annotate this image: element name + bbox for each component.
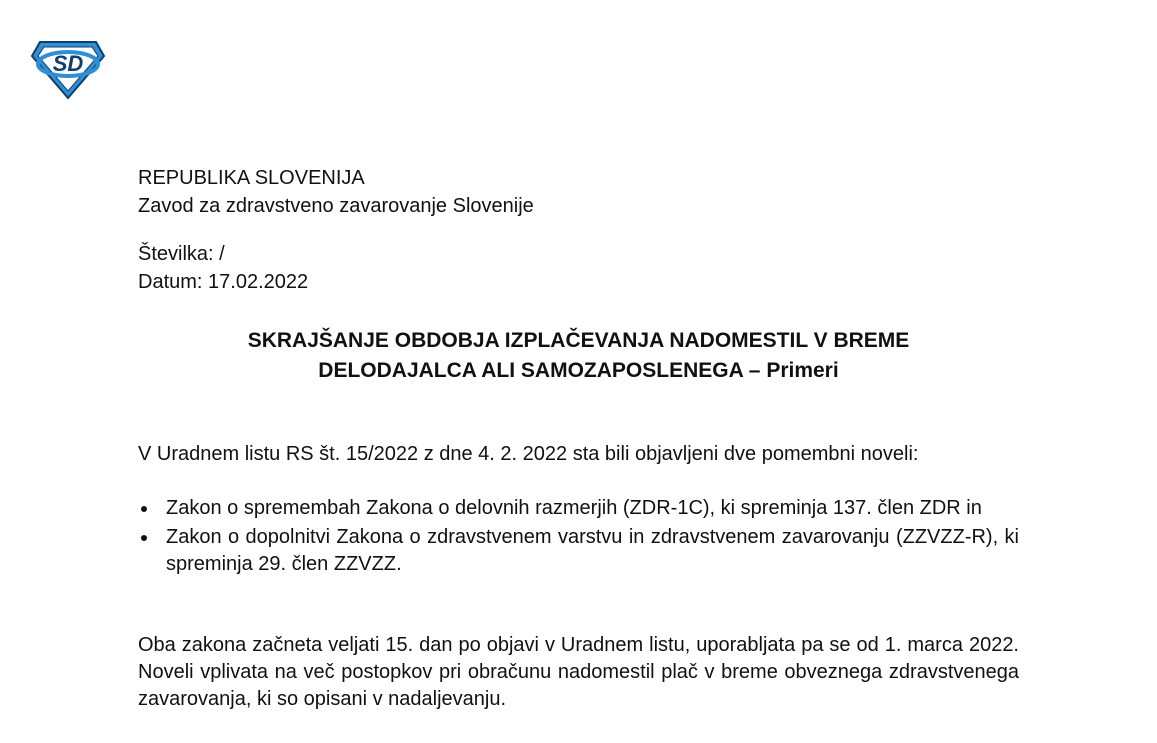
institute-line: Zavod za zdravstveno zavarovanje Slovenije bbox=[138, 195, 534, 217]
republic-line: REPUBLIKA SLOVENIJA bbox=[138, 167, 365, 189]
list-item-text: Zakon o dopolnitvi Zakona o zdravstvenem varstvu in zdravstvenem zavarovanju (ZZVZZ-R), ki spreminja 29. člen ZZVZZ. bbox=[166, 526, 1019, 575]
sd-diamond-logo-icon bbox=[30, 40, 106, 100]
institution-header bbox=[138, 164, 1019, 220]
bullet-icon bbox=[141, 535, 147, 541]
document-date: Datum: 17.02.2022 bbox=[138, 271, 309, 293]
intro-paragraph: V Uradnem listu RS št. 15/2022 z dne 4. 2. 2022 sta bili objavljeni dve pomembni noveli: bbox=[138, 443, 919, 465]
logo-text: SD bbox=[52, 51, 84, 76]
document-number: Številka: / bbox=[138, 243, 225, 265]
amendment-list bbox=[138, 495, 1019, 580]
list-item bbox=[138, 495, 1019, 522]
list-item bbox=[138, 524, 1019, 578]
list-item-text: Zakon o spremembah Zakona o delovnih razmerjih (ZDR-1C), ki spreminja 137. člen ZDR in bbox=[166, 497, 982, 519]
title-line-1: SKRAJŠANJE OBDOBJA IZPLAČEVANJA NADOMESTIL V BREME bbox=[247, 329, 910, 352]
document-meta bbox=[138, 240, 1019, 296]
title-line-2: DELODAJALCA ALI SAMOZAPOSLENEGA – Primeri bbox=[318, 359, 839, 382]
document-title bbox=[120, 326, 1037, 386]
bullet-icon bbox=[141, 506, 147, 512]
closing-paragraph: Oba zakona začneta veljati 15. dan po objavi v Uradnem listu, uporabljata pa se od 1. marca 2022. Noveli vplivata na več postopkov pri obračunu nadomestil plač v breme obveznega zdravstvenega zavarovanja, ki so opisani v nadaljevanju. bbox=[138, 634, 1019, 710]
